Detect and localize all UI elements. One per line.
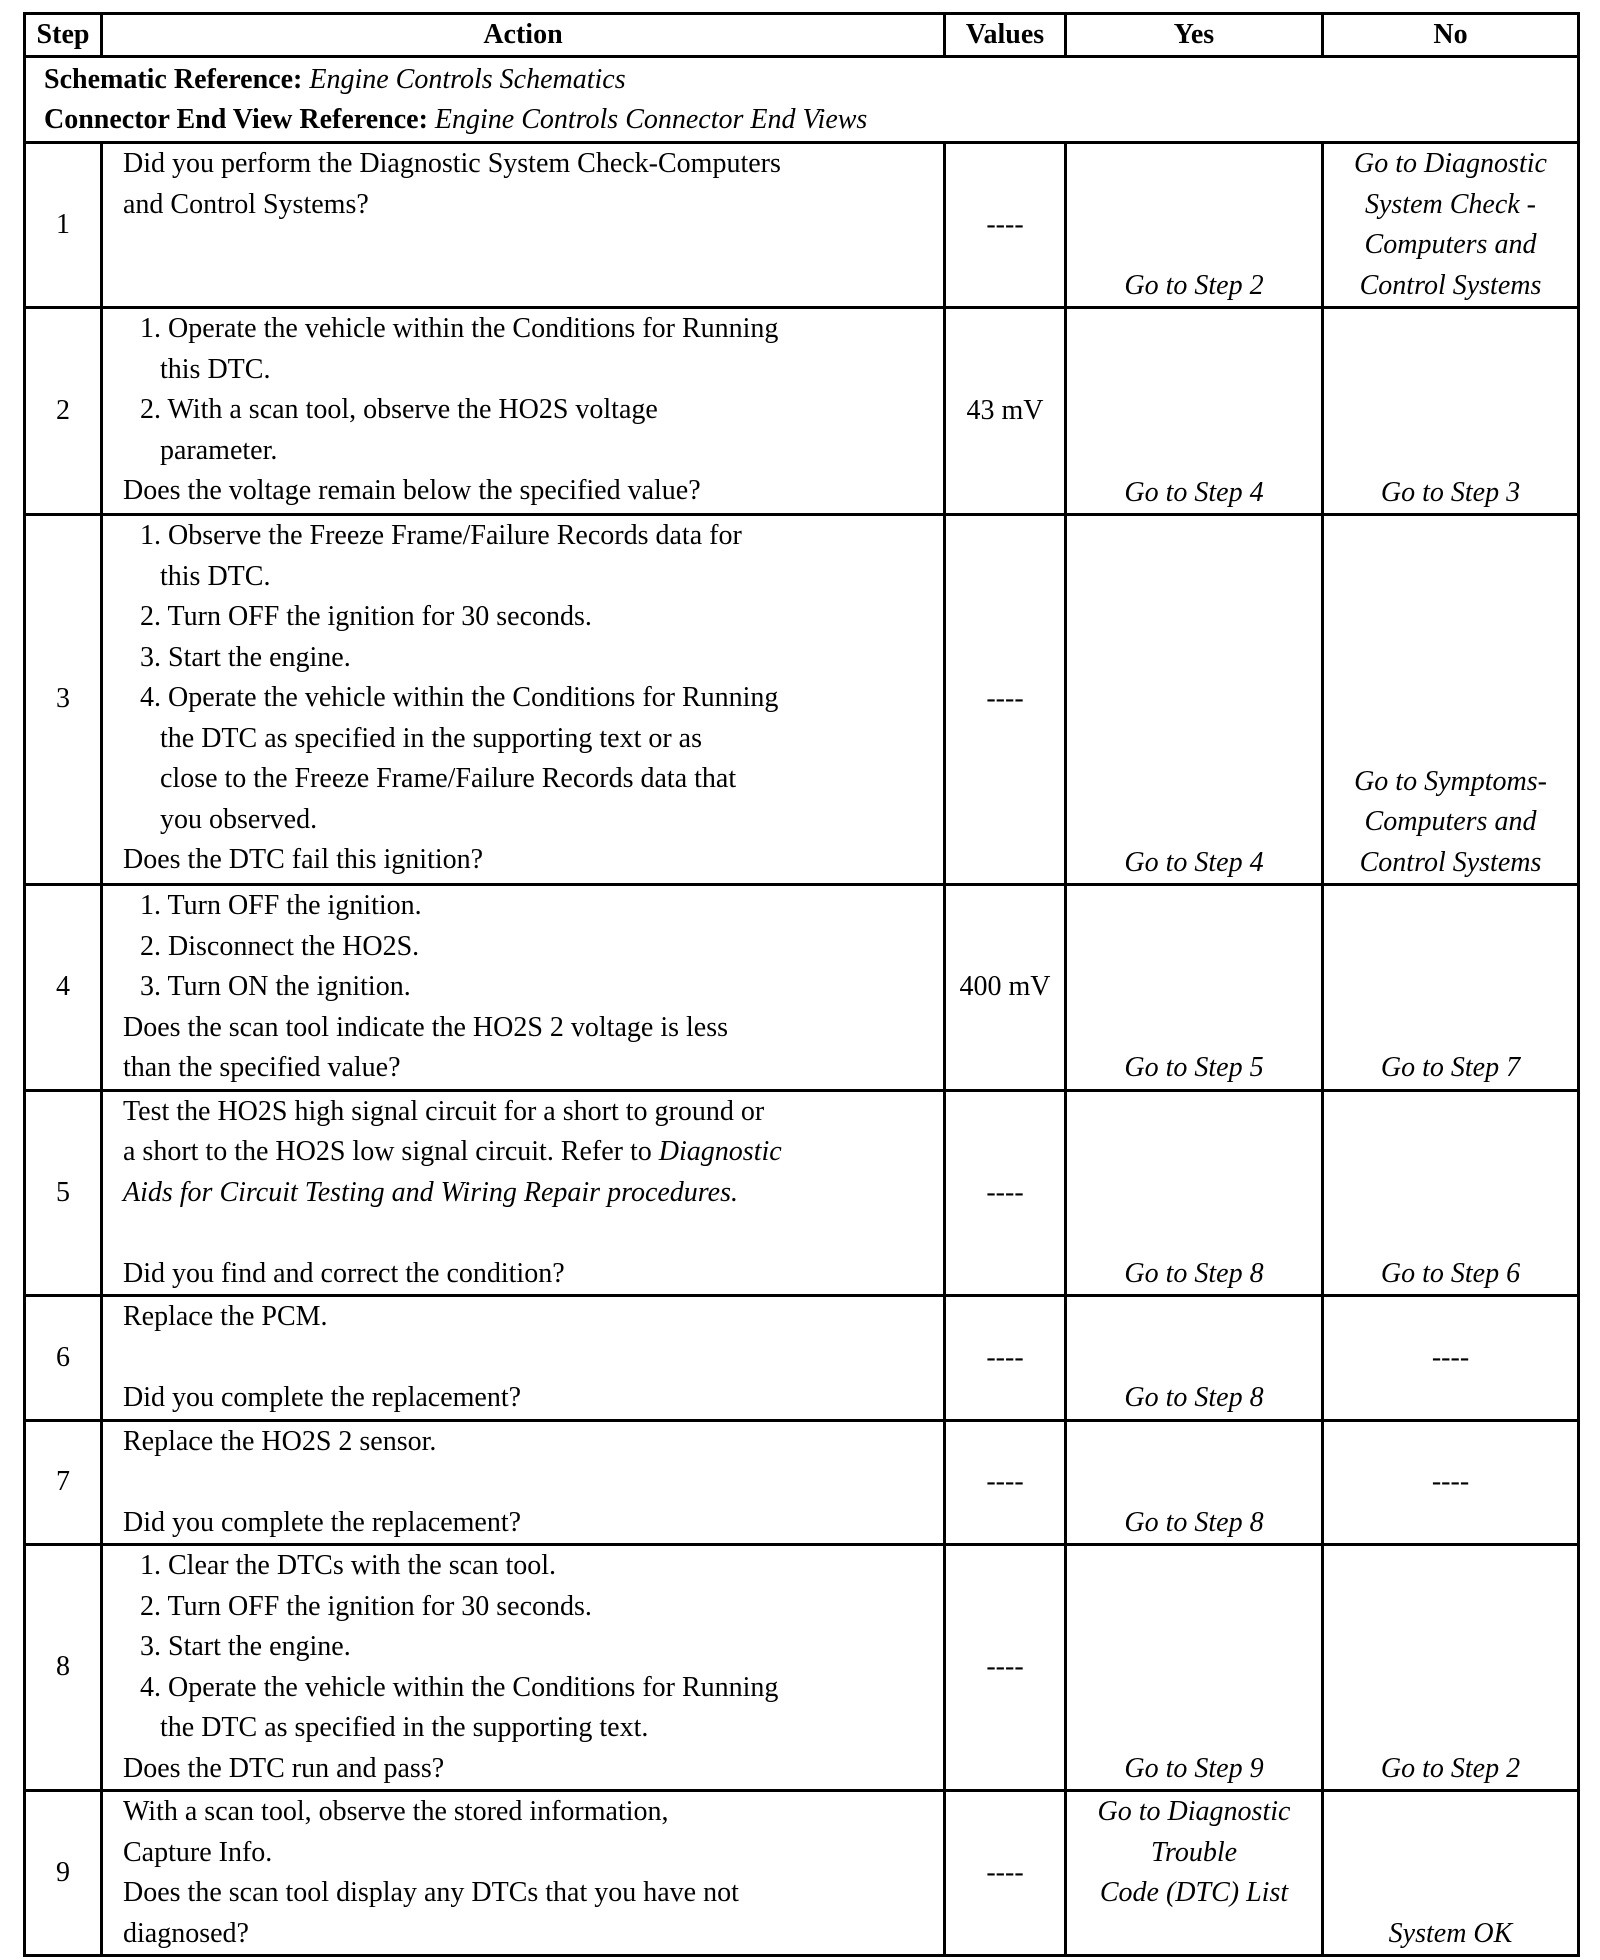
action-cell: With a scan tool, observe the stored information, Capture Info. Does the scan tool display any DTCs that you have not diagnosed? (102, 1791, 945, 1956)
action-cell: Replace the PCM. Did you complete the replacement? (102, 1296, 945, 1421)
step-number: 8 (25, 1545, 102, 1791)
yes-link[interactable]: Go to Step 9 (1066, 1545, 1323, 1791)
table-row (25, 1545, 1579, 1791)
yes-link[interactable]: Go to Step 8 (1066, 1090, 1323, 1296)
yes-link[interactable]: Go to Step 8 (1066, 1420, 1323, 1545)
values-cell: ---- (945, 143, 1066, 308)
action-cell: Test the HO2S high signal circuit for a short to ground or a short to the HO2S low signal circuit. Refer to Diagnostic Aids for Circuit Testing and Wiring Repair procedures. Did you find and correct the condition? (102, 1090, 945, 1296)
table-row (25, 1296, 1579, 1421)
table-row (25, 885, 1579, 1091)
action-cell: Did you perform the Diagnostic System Check-Computers and Control Systems? (102, 143, 945, 308)
header-values: Values (945, 14, 1066, 57)
action-cell: 1. Observe the Freeze Frame/Failure Records data for this DTC. 2. Turn OFF the ignition for 30 seconds. 3. Start the engine. 4. Operate the vehicle within the Conditions for Running the DTC as specified in the supporting text or as close to the Freeze Frame/Failure Records data that you observed. Does the DTC fail this ignition? (102, 515, 945, 885)
connector-reference: Connector End View Reference: Engine Controls Connector End Views (44, 103, 868, 135)
no-cell: ---- (1323, 1296, 1579, 1421)
step-number: 1 (25, 143, 102, 308)
action-cell: 1. Turn OFF the ignition. 2. Disconnect the HO2S. 3. Turn ON the ignition. Does the scan tool indicate the HO2S 2 voltage is less than the specified value? (102, 885, 945, 1091)
yes-link[interactable]: Go to Step 2 (1066, 143, 1323, 308)
table-row (25, 515, 1579, 885)
values-cell: 43 mV (945, 308, 1066, 515)
connector-reference-link[interactable]: Engine Controls Connector End Views (434, 103, 868, 135)
yes-link[interactable]: Go to Step 4 (1066, 308, 1323, 515)
action-cell: 1. Operate the vehicle within the Conditions for Running this DTC. 2. With a scan tool, observe the HO2S voltage parameter. Does the voltage remain below the specified value? (102, 308, 945, 515)
step-number: 3 (25, 515, 102, 885)
yes-link[interactable]: Go to Diagnostic Trouble Code (DTC) List (1066, 1791, 1323, 1956)
table-row (25, 1090, 1579, 1296)
header-action: Action (102, 14, 945, 57)
header-step: Step (25, 14, 102, 57)
no-link[interactable]: Go to Step 7 (1323, 885, 1579, 1091)
reference-cell (25, 57, 1579, 143)
no-cell: ---- (1323, 1420, 1579, 1545)
yes-link[interactable]: Go to Step 8 (1066, 1296, 1323, 1421)
step-number: 2 (25, 308, 102, 515)
schematic-reference-link[interactable]: Engine Controls Schematics (309, 63, 626, 95)
diagnostic-table (23, 12, 1580, 1957)
header-row (25, 14, 1579, 57)
action-cell: Replace the HO2S 2 sensor. Did you complete the replacement? (102, 1420, 945, 1545)
table-row (25, 1791, 1579, 1956)
table-row (25, 1420, 1579, 1545)
values-cell: ---- (945, 1545, 1066, 1791)
no-link[interactable]: Go to Step 3 (1323, 308, 1579, 515)
step-number: 5 (25, 1090, 102, 1296)
header-no: No (1323, 14, 1579, 57)
reference-row (25, 57, 1579, 143)
values-cell: ---- (945, 515, 1066, 885)
header-yes: Yes (1066, 14, 1323, 57)
step-number: 7 (25, 1420, 102, 1545)
system-ok-cell: System OK (1323, 1791, 1579, 1956)
no-link[interactable]: Go to Diagnostic System Check - Computers and Control Systems (1323, 143, 1579, 308)
step-number: 9 (25, 1791, 102, 1956)
values-cell: ---- (945, 1420, 1066, 1545)
step-number: 4 (25, 885, 102, 1091)
diagnostic-aids-link[interactable]: Diagnostic (658, 1136, 782, 1167)
no-link[interactable]: Go to Step 2 (1323, 1545, 1579, 1791)
no-link[interactable]: Go to Step 6 (1323, 1090, 1579, 1296)
yes-link[interactable]: Go to Step 4 (1066, 515, 1323, 885)
values-cell: ---- (945, 1296, 1066, 1421)
schematic-reference: Schematic Reference: Engine Controls Schematics (44, 63, 626, 95)
no-link[interactable]: Go to Symptoms- Computers and Control Systems (1323, 515, 1579, 885)
step-number: 6 (25, 1296, 102, 1421)
diagnostic-aids-link-cont[interactable]: Aids for Circuit Testing and Wiring Repair procedures. (123, 1176, 738, 1208)
values-cell: 400 mV (945, 885, 1066, 1091)
values-cell: ---- (945, 1090, 1066, 1296)
table-row (25, 143, 1579, 308)
action-cell: 1. Clear the DTCs with the scan tool. 2. Turn OFF the ignition for 30 seconds. 3. Start the engine. 4. Operate the vehicle within the Conditions for Running the DTC as specified in the supporting text. Does the DTC run and pass? (102, 1545, 945, 1791)
yes-link[interactable]: Go to Step 5 (1066, 885, 1323, 1091)
table-row (25, 308, 1579, 515)
values-cell: ---- (945, 1791, 1066, 1956)
